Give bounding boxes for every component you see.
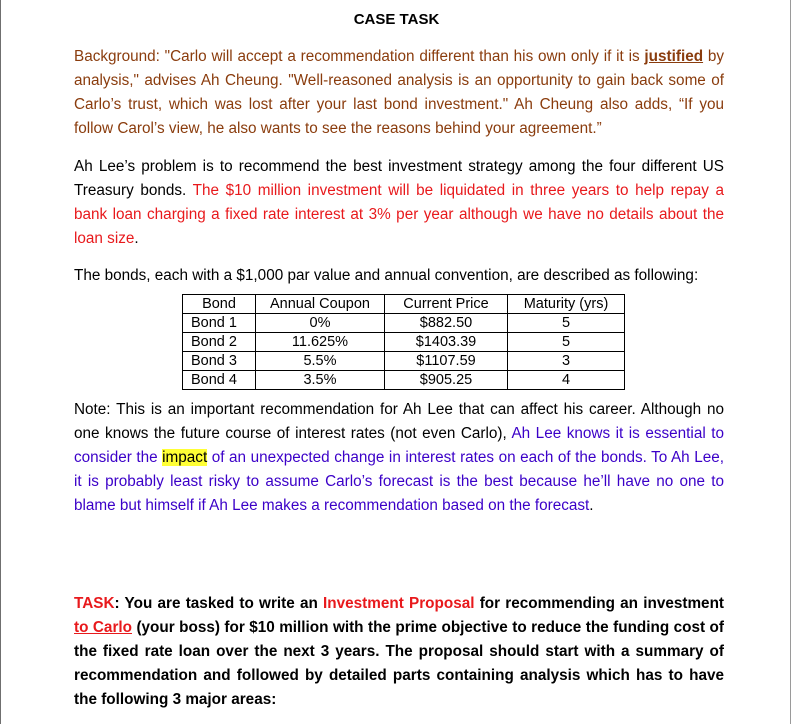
page-title: CASE TASK (353, 11, 440, 28)
task-text-3: (your boss) for $10 million with the prime objective to reduce the funding cost of the fixed rate loan over the next 3 years. The proposal should start with a summary of recommendation and followed by detailed parts containing analysis which has to have the following 3 major areas: (74, 619, 724, 708)
to-carlo-emphasis: to Carlo (74, 619, 132, 636)
table-row (183, 371, 625, 390)
table-cell: Bond 2 (183, 333, 256, 352)
background-text-2: by analysis," advises Ah Cheung. "Well-reasoned analysis is an opportunity to gain back some of Carlo’s trust, which was lost after your last bond investment." Ah Cheung also adds, “If you follow Carol’s view, he also wants to see the reasons behind your agreement.” (74, 48, 725, 137)
note-text-blue-2: of an unexpected change in interest rates on each of the bonds. To Ah Lee, it is probably least risky to assume Carlo’s forecast is the best because he’ll have no one to blame but himself if Ah Lee makes a recommendation based on the forecast (74, 449, 724, 514)
note-text-blue-1: Ah Lee knows it is essential to consider the (74, 425, 725, 466)
table-cell: 5.5% (256, 352, 385, 371)
task-paragraph (74, 592, 724, 712)
justified-emphasis: justified (644, 48, 704, 65)
background-text-1: Background: "Carlo will accept a recommendation different than his own only if it is (74, 48, 645, 65)
bonds-intro: The bonds, each with a $1,000 par value and annual convention, are described as following: (74, 267, 699, 284)
problem-text-1: Ah Lee’s problem is to recommend the best investment strategy among the four different US Treasury bonds. (74, 158, 724, 199)
table-cell: 3.5% (256, 371, 385, 390)
background-paragraph (74, 45, 724, 141)
table-cell: Bond 4 (183, 371, 256, 390)
table-cell: 11.625% (256, 333, 385, 352)
table-cell: $1403.39 (385, 333, 508, 352)
task-text-1: : You are tasked to write an (114, 595, 324, 612)
table-cell: 0% (256, 314, 385, 333)
table-cell: 4 (508, 371, 625, 390)
impact-highlight: impact (162, 449, 208, 466)
table-cell: $1107.59 (385, 352, 508, 371)
column-header: Current Price (385, 295, 508, 314)
bond-table (182, 294, 625, 390)
note-paragraph (74, 398, 724, 518)
table-cell: 3 (508, 352, 625, 371)
note-text-1: Note: This is an important recommendation for Ah Lee that can affect his career. Although no one knows the future course of interest rates (not even Carlo), (74, 401, 724, 442)
column-header: Maturity (yrs) (508, 295, 625, 314)
problem-text-red: The $10 million investment will be liquidated in three years to help repay a bank loan charging a fixed rate interest at 3% per year although we have no details about the loan size (74, 182, 725, 247)
table-cell: 5 (508, 314, 625, 333)
task-label: TASK (74, 595, 115, 612)
table-cell: 5 (508, 333, 625, 352)
table-cell: Bond 3 (183, 352, 256, 371)
problem-text-end: . (134, 230, 139, 247)
task-text-2: for recommending an investment (474, 595, 725, 612)
table-header-row (183, 295, 625, 314)
investment-proposal-emphasis: Investment Proposal (323, 595, 475, 612)
table-row (183, 352, 625, 371)
column-header: Bond (183, 295, 256, 314)
table-cell: $905.25 (385, 371, 508, 390)
column-header: Annual Coupon (256, 295, 385, 314)
table-row (183, 314, 625, 333)
table-cell: $882.50 (385, 314, 508, 333)
table-row (183, 333, 625, 352)
problem-paragraph (74, 155, 724, 251)
note-text-end: . (589, 497, 594, 514)
table-cell: Bond 1 (183, 314, 256, 333)
